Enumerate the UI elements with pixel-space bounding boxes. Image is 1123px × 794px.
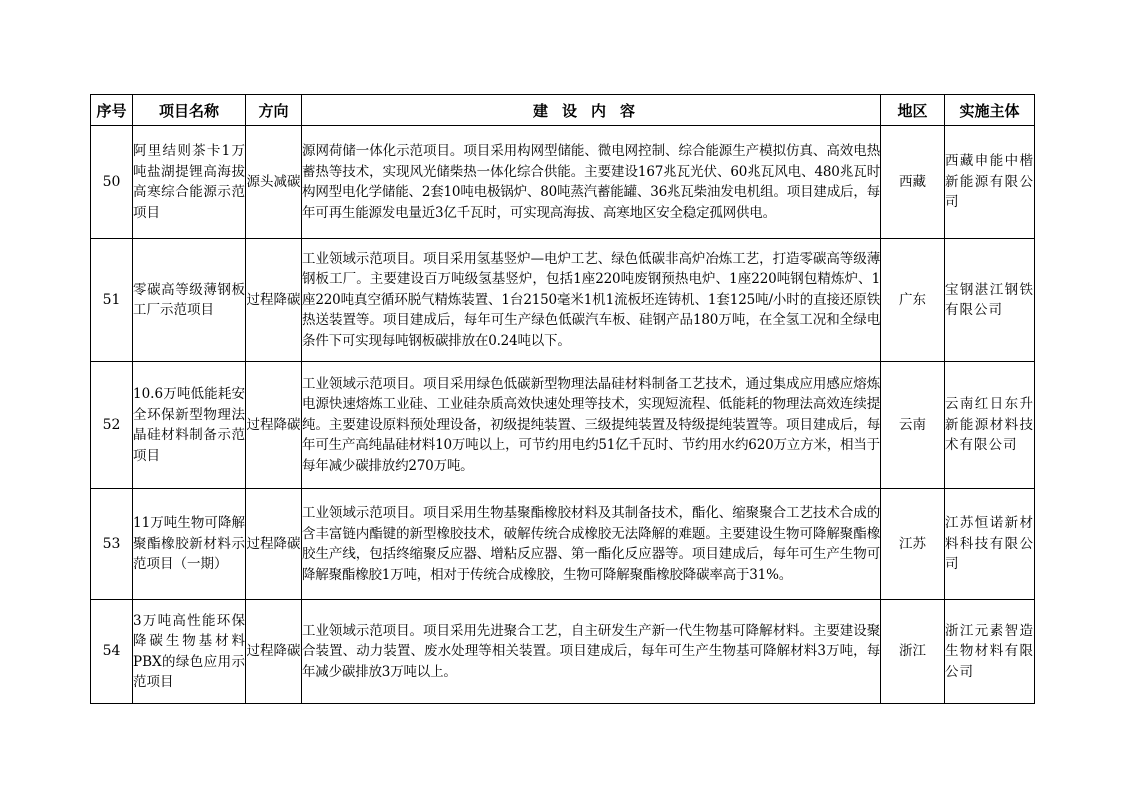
- cell-project-name: 10.6万吨低能耗安全环保新型物理法晶硅材料制备示范项目: [133, 362, 246, 489]
- cell-no: 52: [91, 362, 133, 489]
- cell-region: 江苏: [881, 489, 945, 600]
- cell-entity: 云南红日东升新能源材料技术有限公司: [945, 362, 1035, 489]
- project-table: [90, 94, 1035, 704]
- table-row: [91, 489, 1035, 600]
- header-name: 项目名称: [133, 95, 246, 126]
- cell-content: 工业领域示范项目。项目采用氢基竖炉—电炉工艺、绿色低碳非高炉冶炼工艺，打造零碳高等级薄钢板工厂。主要建设百万吨级氢基竖炉，包括1座220吨废钢预热电炉、1座220吨钢包精炼炉、1座220吨真空循环脱气精炼装置、1台2150毫米1机1流板坯连铸机、1套125吨/小时的直接还原铁热送装置等。项目建成后，每年可生产绿色低碳汽车板、硅钢产品180万吨，在全氢工况和全绿电条件下可实现每吨钢板碳排放在0.24吨以下。: [302, 239, 881, 362]
- table-row: [91, 126, 1035, 239]
- cell-entity: 江苏恒诺新材料科技有限公司: [945, 489, 1035, 600]
- cell-entity: 宝钢湛江钢铁有限公司: [945, 239, 1035, 362]
- header-no: 序号: [91, 95, 133, 126]
- cell-region: 云南: [881, 362, 945, 489]
- cell-no: 50: [91, 126, 133, 239]
- cell-direction: 过程降碳: [246, 362, 302, 489]
- cell-content: 工业领域示范项目。项目采用先进聚合工艺，自主研发生产新一代生物基可降解材料。主要建设聚合装置、动力装置、废水处理等相关装置。项目建成后，每年可生产生物基可降解材料3万吨，每年减少碳排放3万吨以上。: [302, 600, 881, 704]
- cell-region: 西藏: [881, 126, 945, 239]
- header-content: 建设内容: [302, 95, 881, 126]
- table-row: [91, 239, 1035, 362]
- cell-region: 广东: [881, 239, 945, 362]
- cell-direction: 过程降碳: [246, 600, 302, 704]
- cell-direction: 过程降碳: [246, 239, 302, 362]
- cell-project-name: 3万吨高性能环保降碳生物基材料PBX的绿色应用示范项目: [133, 600, 246, 704]
- cell-entity: 西藏申能中楷新能源有限公司: [945, 126, 1035, 239]
- cell-project-name: 零碳高等级薄钢板工厂示范项目: [133, 239, 246, 362]
- cell-direction: 过程降碳: [246, 489, 302, 600]
- cell-region: 浙江: [881, 600, 945, 704]
- cell-no: 53: [91, 489, 133, 600]
- cell-content: 源网荷储一体化示范项目。项目采用构网型储能、微电网控制、综合能源生产模拟仿真、高效电热蓄热等技术，实现风光储柴热一体化综合供能。主要建设167兆瓦光伏、60兆瓦风电、480兆瓦时构网型电化学储能、2套10吨电极锅炉、80吨蒸汽蓄能罐、36兆瓦柴油发电机组。项目建成后，每年可再生能源发电量近3亿千瓦时，可实现高海拔、高寒地区安全稳定孤网供电。: [302, 126, 881, 239]
- header-region: 地区: [881, 95, 945, 126]
- table-row: [91, 362, 1035, 489]
- header-entity: 实施主体: [945, 95, 1035, 126]
- cell-content: 工业领域示范项目。项目采用绿色低碳新型物理法晶硅材料制备工艺技术，通过集成应用感应熔炼电源快速熔炼工业硅、工业硅杂质高效快速处理等技术，实现短流程、低能耗的物理法高效连续提纯。主要建设原料预处理设备，初级提纯装置、三级提纯装置及特级提纯装置等。项目建成后，每年可生产高纯晶硅材料10万吨以上，可节约用电约51亿千瓦时、节约用水约620万立方米，相当于每年减少碳排放约270万吨。: [302, 362, 881, 489]
- cell-no: 51: [91, 239, 133, 362]
- header-direction: 方向: [246, 95, 302, 126]
- cell-direction: 源头减碳: [246, 126, 302, 239]
- cell-entity: 浙江元素智造生物材料有限公司: [945, 600, 1035, 704]
- cell-project-name: 阿里结则茶卡1万吨盐湖提锂高海拔高寒综合能源示范项目: [133, 126, 246, 239]
- cell-no: 54: [91, 600, 133, 704]
- cell-project-name: 11万吨生物可降解聚酯橡胶新材料示范项目（一期）: [133, 489, 246, 600]
- table-header-row: [91, 95, 1035, 126]
- cell-content: 工业领域示范项目。项目采用生物基聚酯橡胶材料及其制备技术，酯化、缩聚聚合工艺技术合成的含丰富链内酯键的新型橡胶技术，破解传统合成橡胶无法降解的难题。主要建设生物可降解聚酯橡胶生产线，包括终缩聚反应器、增粘反应器、第一酯化反应器等。项目建成后，每年可生产生物可降解聚酯橡胶1万吨，相对于传统合成橡胶，生物可降解聚酯橡胶降碳率高于31%。: [302, 489, 881, 600]
- table-row: [91, 600, 1035, 704]
